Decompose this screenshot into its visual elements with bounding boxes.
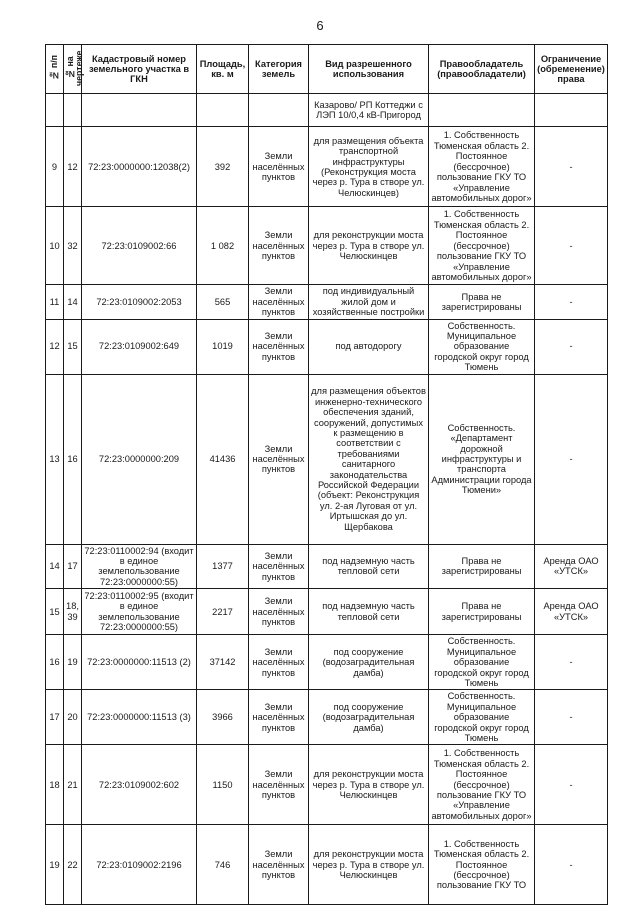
cell-usage: под автодорогу [309, 319, 429, 374]
cell-num: 18 [46, 745, 64, 825]
header-restriction: Ограничение (обременение) права [535, 45, 608, 94]
cell-category: Земли населённых пунктов [249, 207, 309, 285]
table-row [46, 94, 608, 127]
cell-category: Земли населённых пунктов [249, 635, 309, 690]
cell-usage: для реконструкции моста через р. Тура в створе ул. Челюскинцев [309, 207, 429, 285]
cell-restriction: - [535, 285, 608, 319]
table-row [46, 207, 608, 285]
table-row [46, 544, 608, 589]
header-drawing: № на чертеже [64, 45, 82, 94]
cell-restriction: Аренда ОАО «УТСК» [535, 589, 608, 635]
cell-usage: Казарово/ РП Коттеджи с ЛЭП 10/0,4 кВ-Пригород [309, 94, 429, 127]
table-row [46, 825, 608, 905]
cell-drawing: 22 [64, 825, 82, 905]
table-header-row [46, 45, 608, 94]
cell-holder: 1. Собственность Тюменская область 2. Постоянное (бессрочное) пользование ГКУ ТО [429, 825, 535, 905]
cell-drawing: 19 [64, 635, 82, 690]
cell-drawing [64, 94, 82, 127]
cell-category [249, 94, 309, 127]
cell-drawing: 21 [64, 745, 82, 825]
cell-usage: для размещения объекта транспортной инфраструктуры (Реконструкция моста через р. Тура в створе ул. Челюскинцев) [309, 127, 429, 207]
cell-area: 746 [197, 825, 249, 905]
cell-drawing: 16 [64, 374, 82, 544]
header-area: Площадь, кв. м [197, 45, 249, 94]
cell-category: Земли населённых пунктов [249, 690, 309, 745]
cell-category: Земли населённых пунктов [249, 825, 309, 905]
cell-area: 2217 [197, 589, 249, 635]
cell-area: 1377 [197, 544, 249, 589]
cell-category: Земли населённых пунктов [249, 544, 309, 589]
cell-cadastral: 72:23:0109002:602 [82, 745, 197, 825]
cell-drawing: 12 [64, 127, 82, 207]
cell-restriction [535, 94, 608, 127]
header-holder: Правообладатель (правообладатели) [429, 45, 535, 94]
cell-category: Земли населённых пунктов [249, 319, 309, 374]
table-row [46, 374, 608, 544]
table-row [46, 285, 608, 319]
cell-holder: Права не зарегистрированы [429, 285, 535, 319]
table-row [46, 745, 608, 825]
cell-usage: под сооружение (водозаградительная дамба) [309, 635, 429, 690]
cell-holder: Собственность. «Департамент дорожной инфраструктуры и транспорта Администрации города Тюмени» [429, 374, 535, 544]
cell-cadastral [82, 94, 197, 127]
cell-area: 392 [197, 127, 249, 207]
cell-usage: под сооружение (водозаградительная дамба) [309, 690, 429, 745]
cell-area: 565 [197, 285, 249, 319]
cell-num: 10 [46, 207, 64, 285]
cell-area: 41436 [197, 374, 249, 544]
cell-usage: под надземную часть тепловой сети [309, 544, 429, 589]
cell-num [46, 94, 64, 127]
cell-category: Земли населённых пунктов [249, 285, 309, 319]
cell-cadastral: 72:23:0000000:12038(2) [82, 127, 197, 207]
cell-restriction: - [535, 207, 608, 285]
cell-area [197, 94, 249, 127]
cell-area: 1019 [197, 319, 249, 374]
cell-num: 14 [46, 544, 64, 589]
cell-holder: Права не зарегистрированы [429, 589, 535, 635]
table-row [46, 589, 608, 635]
header-usage: Вид разрешенного использования [309, 45, 429, 94]
header-num: № п/п [46, 45, 64, 94]
cell-holder: Права не зарегистрированы [429, 544, 535, 589]
cell-cadastral: 72:23:0110002:95 (входит в единое землепользование 72:23:0000000:55) [82, 589, 197, 635]
table-row [46, 635, 608, 690]
cell-usage: для реконструкции моста через р. Тура в створе ул. Челюскинцев [309, 825, 429, 905]
cell-drawing: 20 [64, 690, 82, 745]
cell-area: 3966 [197, 690, 249, 745]
cell-num: 17 [46, 690, 64, 745]
cell-num: 15 [46, 589, 64, 635]
cell-usage: для реконструкции моста через р. Тура в створе ул. Челюскинцев [309, 745, 429, 825]
cell-cadastral: 72:23:0000000:11513 (2) [82, 635, 197, 690]
cell-holder [429, 94, 535, 127]
cell-drawing: 32 [64, 207, 82, 285]
land-plots-table [45, 44, 608, 905]
cell-restriction: - [535, 319, 608, 374]
cell-area: 1 082 [197, 207, 249, 285]
cell-drawing: 18, 39 [64, 589, 82, 635]
table-row [46, 127, 608, 207]
cell-cadastral: 72:23:0000000:209 [82, 374, 197, 544]
header-cadastral: Кадастровый номер земельного участка в ГКН [82, 45, 197, 94]
cell-usage: под надземную часть тепловой сети [309, 589, 429, 635]
cell-restriction: Аренда ОАО «УТСК» [535, 544, 608, 589]
cell-usage: для размещения объектов инженерно-технического обеспечения зданий, сооружений, допустимых к размещению в соответствии с требованиями санитарного законодательства Российской Федерации (объект: Реконструкция ул. 2-ая Луговая от ул. Иртышская до ул. Щербакова [309, 374, 429, 544]
cell-cadastral: 72:23:0109002:2196 [82, 825, 197, 905]
cell-holder: 1. Собственность Тюменская область 2. Постоянное (бессрочное) пользование ГКУ ТО «Управление автомобильных дорог» [429, 207, 535, 285]
cell-cadastral: 72:23:0000000:11513 (3) [82, 690, 197, 745]
cell-restriction: - [535, 374, 608, 544]
table-row [46, 690, 608, 745]
cell-num: 11 [46, 285, 64, 319]
cell-drawing: 17 [64, 544, 82, 589]
cell-cadastral: 72:23:0109002:649 [82, 319, 197, 374]
cell-holder: 1. Собственность Тюменская область 2. Постоянное (бессрочное) пользование ГКУ ТО «Управление автомобильных дорог» [429, 127, 535, 207]
cell-drawing: 15 [64, 319, 82, 374]
cell-cadastral: 72:23:0110002:94 (входит в единое землепользование 72:23:0000000:55) [82, 544, 197, 589]
cell-restriction: - [535, 825, 608, 905]
cell-holder: Собственность. Муниципальное образование городской округ город Тюмень [429, 319, 535, 374]
cell-drawing: 14 [64, 285, 82, 319]
cell-holder: Собственность. Муниципальное образование городской округ город Тюмень [429, 635, 535, 690]
cell-cadastral: 72:23:0109002:2053 [82, 285, 197, 319]
cell-num: 13 [46, 374, 64, 544]
cell-restriction: - [535, 127, 608, 207]
cell-usage: под индивидуальный жилой дом и хозяйственные постройки [309, 285, 429, 319]
cell-num: 16 [46, 635, 64, 690]
cell-num: 12 [46, 319, 64, 374]
cell-num: 19 [46, 825, 64, 905]
cell-cadastral: 72:23:0109002:66 [82, 207, 197, 285]
cell-restriction: - [535, 635, 608, 690]
cell-num: 9 [46, 127, 64, 207]
table-row [46, 319, 608, 374]
cell-category: Земли населённых пунктов [249, 374, 309, 544]
cell-area: 1150 [197, 745, 249, 825]
page-number: 6 [316, 18, 324, 33]
cell-restriction: - [535, 690, 608, 745]
header-category: Категория земель [249, 45, 309, 94]
cell-holder: 1. Собственность Тюменская область 2. Постоянное (бессрочное) пользование ГКУ ТО «Управление автомобильных дорог» [429, 745, 535, 825]
cell-category: Земли населённых пунктов [249, 127, 309, 207]
cell-area: 37142 [197, 635, 249, 690]
cell-category: Земли населённых пунктов [249, 589, 309, 635]
cell-category: Земли населённых пунктов [249, 745, 309, 825]
cell-restriction: - [535, 745, 608, 825]
cell-holder: Собственность. Муниципальное образование городской округ город Тюмень [429, 690, 535, 745]
